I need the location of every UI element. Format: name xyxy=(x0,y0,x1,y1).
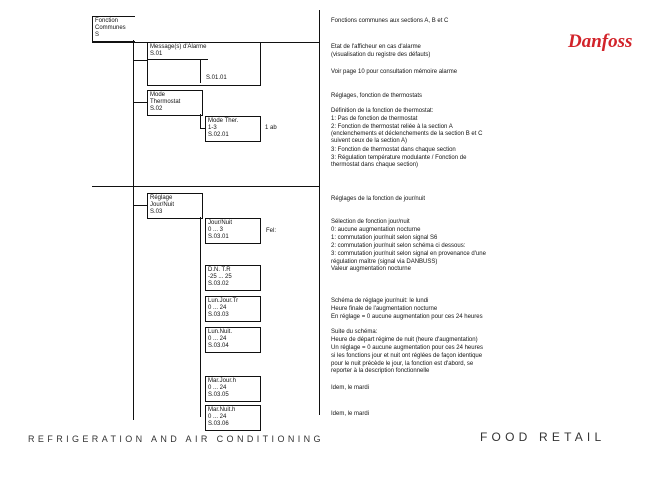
connector xyxy=(133,205,147,206)
node-lun-jour xyxy=(205,296,261,322)
connector xyxy=(133,102,147,103)
node-jour-nuit xyxy=(205,218,261,244)
node-thermo-sub-l3: S.02.01 xyxy=(208,132,229,138)
desc-mar-jour: Idem, le mardi xyxy=(331,385,370,391)
column-separator xyxy=(319,10,320,415)
connector xyxy=(200,59,201,83)
node-alarme xyxy=(147,42,261,86)
node-reglage-l3: S.03 xyxy=(150,209,163,215)
node-thermo-l2: Thermostat xyxy=(150,99,181,105)
desc-alarme-code: Voir page 10 pour consultation mémoire alarme xyxy=(331,69,458,75)
desc-jn-2: 1: commutation jour/nuit selon signal S6 xyxy=(331,235,438,241)
node-fonction-communes xyxy=(92,16,135,43)
node-dnt xyxy=(205,265,261,291)
desc-thermo-sub-5: 3: Fonction de thermostat dans chaque section xyxy=(331,147,456,153)
node-alarme-sub-code: S.01.01 xyxy=(206,75,227,81)
node-marj-l3: S.03.05 xyxy=(208,392,229,398)
desc-alarme-1: Etat de l'afficheur en cas d'alarme xyxy=(331,44,421,50)
node-lunn-l2: 0 ... 24 xyxy=(208,336,227,342)
desc-jn-3: 2: commutation jour/nuit selon schéma ci dessous: xyxy=(331,243,466,249)
desc-lunn-0: Suite du schéma: xyxy=(331,329,378,335)
desc-fonction-communes: Fonctions communes aux sections A, B et C xyxy=(331,18,449,24)
node-jn-l3: S.03.01 xyxy=(208,234,229,240)
node-dnt-l3: S.03.02 xyxy=(208,281,229,287)
desc-thermo-sub-1: 1: Pas de fonction de thermostat xyxy=(331,116,418,122)
node-marj-l1: Mar.Jour.h xyxy=(208,378,237,384)
desc-lunn-1: Heure de départ régime de nuit (heure d'augmentation) xyxy=(331,337,478,343)
node-lunj-l3: S.03.03 xyxy=(208,312,229,318)
connector xyxy=(200,128,205,129)
desc-thermo-sub-6: 3: Régulation température modulante / Fonction de xyxy=(331,155,467,161)
connector xyxy=(200,114,201,128)
node-thermo-sub-l2: 1-3 xyxy=(208,125,217,131)
desc-lunn-4: pour le nuit précède le jour, la fonction est d'abord, se xyxy=(331,361,474,367)
danfoss-logo xyxy=(566,28,632,54)
thermo-side-label: 1 ab xyxy=(265,125,277,131)
node-marn-l2: 0 ... 24 xyxy=(208,414,227,420)
node-marj-l2: 0 ... 24 xyxy=(208,385,227,391)
section-divider xyxy=(92,186,320,187)
footer-left: REFRIGERATION AND AIR CONDITIONING xyxy=(28,434,324,444)
node-lunn-l1: Lun.Nuit. xyxy=(208,329,233,335)
sub-trunk xyxy=(200,217,201,417)
node-thermo-sub-l1: Mode Ther. xyxy=(208,118,239,124)
desc-thermo-sub-3: (enclenchements et déclenchements de la section B et C xyxy=(331,131,483,137)
desc-thermo: Réglages, fonction de thermostats xyxy=(331,93,423,99)
footer-right: FOOD RETAIL xyxy=(480,430,606,444)
connector xyxy=(133,60,147,61)
node-label-line3: S xyxy=(95,32,100,38)
desc-lunn-5: reporter à la description fonctionnelle xyxy=(331,368,430,374)
desc-jn-4: 3: commutation jour/nuit selon signal en provenance d'une xyxy=(331,251,486,257)
node-lunj-l2: 0 ... 24 xyxy=(208,305,227,311)
node-thermostat xyxy=(147,90,203,116)
danfoss-logo-text: Danfoss xyxy=(568,31,632,52)
node-jn-l1: Jour/Nuit xyxy=(208,220,233,226)
node-reglage-l2: Jour/Nuit xyxy=(150,202,175,208)
node-lunj-l1: Lun.Jour.Tr xyxy=(208,298,239,304)
node-thermo-l3: S.02 xyxy=(150,106,163,112)
node-marn-l3: S.03.06 xyxy=(208,421,229,427)
desc-lunn-3: si les fonctions jour et nuit ont réglées de façon identique xyxy=(331,353,483,359)
desc-jn-5: régulation maître (signal via DANBUSS) xyxy=(331,259,438,265)
node-dnt-l2: -25 ... 25 xyxy=(208,274,232,280)
jn-side-label: Fel: xyxy=(266,228,277,234)
node-label-line1: Fonction xyxy=(95,18,119,24)
desc-thermo-sub-2: 2: Fonction de thermostat reliée à la section A xyxy=(331,124,453,130)
desc-jn-1: 0: aucune augmentation nocturne xyxy=(331,227,421,233)
desc-lunj-2: En réglage = 0 aucune augmentation pour ces 24 heures xyxy=(331,314,483,320)
node-marn-l1: Mar.Nuit.h xyxy=(208,407,236,413)
desc-alarme-2: (visualisation du registre des défauts) xyxy=(331,52,431,58)
desc-mar-nuit: Idem, le mardi xyxy=(331,411,370,417)
node-alarme-underline xyxy=(148,59,208,60)
node-reglage-l1: Réglage xyxy=(150,195,173,201)
desc-lunn-2: Un réglage = 0 aucune augmentation pour ces 24 heures xyxy=(331,345,483,351)
node-alarme-code: S.01 xyxy=(150,51,163,57)
node-reglage-jour-nuit xyxy=(147,193,203,219)
node-label-line2: Communes xyxy=(95,25,126,31)
node-jn-l2: 0 ... 3 xyxy=(208,227,224,233)
desc-thermo-sub-4: suivent ceux de la section A) xyxy=(331,138,408,144)
node-dnt-l1: D.N. T.R xyxy=(208,267,231,273)
desc-reglage: Réglages de la fonction de jour/nuit xyxy=(331,196,426,202)
desc-lunj-1: Heure finale de l'augmentation nocturne xyxy=(331,306,438,312)
tree-trunk xyxy=(133,40,134,420)
node-thermo-sub xyxy=(205,116,261,142)
desc-thermo-sub-0: Définition de la fonction de thermostat: xyxy=(331,108,434,114)
desc-jn-6: Valeur augmentation nocturne xyxy=(331,266,411,272)
node-mar-nuit xyxy=(205,405,261,431)
node-lunn-l3: S.03.04 xyxy=(208,343,229,349)
node-thermo-l1: Mode xyxy=(150,92,166,98)
desc-jn-0: Sélection de fonction jour/nuit xyxy=(331,219,410,225)
desc-lunj-0: Schéma de réglage jour/nuit: le lundi xyxy=(331,298,429,304)
node-lun-nuit xyxy=(205,327,261,353)
desc-thermo-sub-7: thermostat dans chaque section) xyxy=(331,162,419,168)
node-mar-jour xyxy=(205,376,261,402)
node-alarme-title: Message(s) d'Alarme xyxy=(150,44,207,50)
